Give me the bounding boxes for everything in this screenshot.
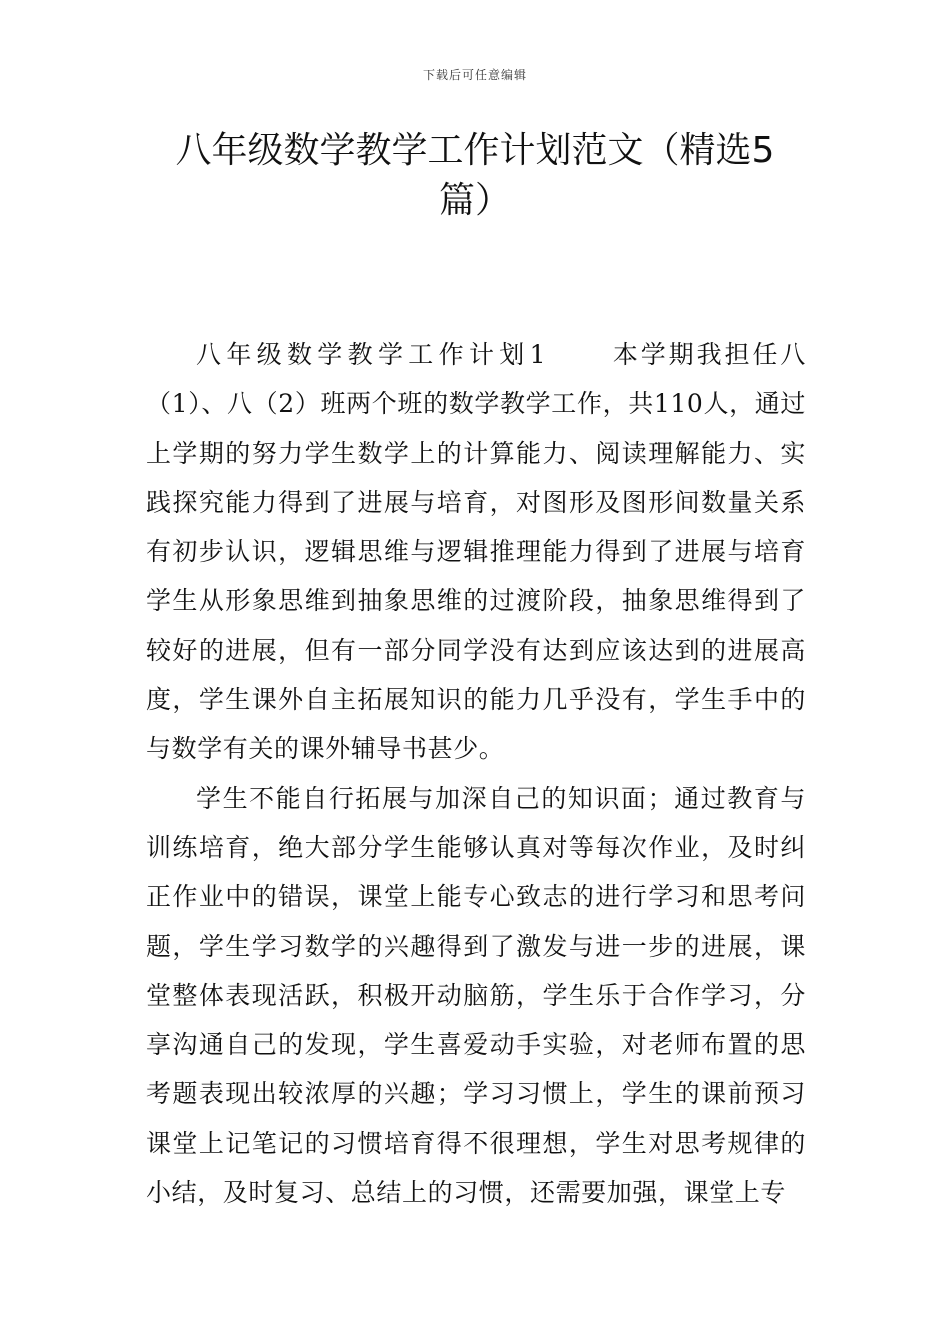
document-body [146,330,806,1217]
paragraph-text: 学生不能自行拓展与加深自己的知识面；通过教育与训练培育，绝大部分学生能够认真对等每次作业，及时纠正作业中的错误，课堂上能专心致志的进行学习和思考问题，学生学习数学的兴趣得到了激发与进一步的进展，课堂整体表现活跃，积极开动脑筋，学生乐于合作学习，分享沟通自己的发现，学生喜爱动手实验，对老师布置的思考题表现出较浓厚的兴趣；学习习惯上，学生的课前预习课堂上记笔记的习惯培育得不很理想，学生对思考规律的小结，及时复习、总结上的习惯，还需要加强，课堂上专 [146,783,806,1208]
paragraph-heading: 八年级数学教学工作计划1 [196,340,549,369]
paragraph-text: 本学期我担任八（1）、八（2）班两个班的数学教学工作，共110人，通过上学期的努力学生数学上的计算能力、阅读理解能力、实践探究能力得到了进展与培育，对图形及图形间数量关系有初步认识，逻辑思维与逻辑推理能力得到了进展与培育学生从形象思维到抽象思维的过渡阶段，抽象思维得到了较好的进展，但有一部分同学没有达到应该达到的进展高度，学生课外自主拓展知识的能力几乎没有，学生手中的与数学有关的课外辅导书甚少。 [146,340,806,764]
document-title: 八年级数学教学工作计划范文（精选5篇） [175,130,775,221]
paragraph [146,330,806,774]
paragraph [146,774,806,1218]
header-note: 下载后可任意编辑 [422,68,527,82]
